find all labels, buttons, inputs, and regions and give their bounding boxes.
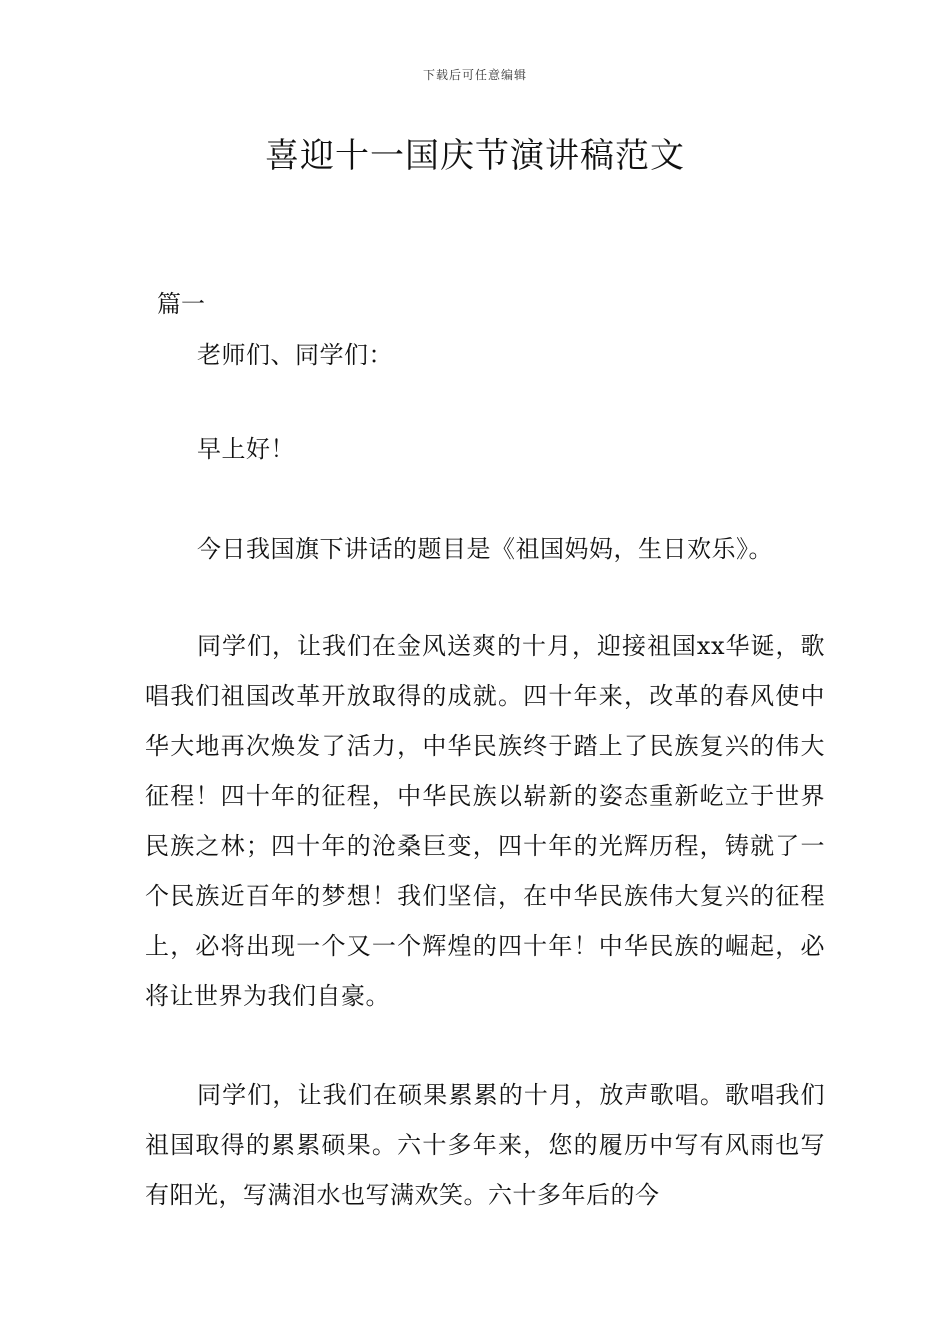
paragraph-morning: 早上好！ [197, 435, 295, 463]
paragraph-body-2: 同学们，让我们在硕果累累的十月，放声歌唱。歌唱我们祖国取得的累累硕果。六十多年来，您的履历中写有风雨也写有阳光，写满泪水也写满欢笑。六十多年后的今 [145, 1081, 825, 1209]
header-note: 下载后可任意编辑 [422, 68, 527, 82]
paragraph-topic: 今日我国旗下讲话的题目是《祖国妈妈，生日欢乐》。 [197, 535, 773, 563]
paragraph-body-1: 同学们，让我们在金风送爽的十月，迎接祖国xx华诞，歌唱我们祖国改革开放取得的成就。四十年来，改革的春风使中华大地再次焕发了活力，中华民族终于踏上了民族复兴的伟大征程！四十年的征程，中华民族以崭新的姿态重新屹立于世界民族之林；四十年的沧桑巨变，四十年的光辉历程，铸就了一个民族近百年的梦想！我们坚信，在中华民族伟大复兴的征程上，必将出现一个又一个辉煌的四十年！中华民族的崛起，必将让世界为我们自豪。 [145, 632, 825, 1010]
section-label: 篇一 [157, 290, 205, 318]
paragraph-greeting: 老师们、同学们： [197, 341, 393, 369]
document-title: 喜迎十一国庆节演讲稿范文 [265, 136, 685, 176]
